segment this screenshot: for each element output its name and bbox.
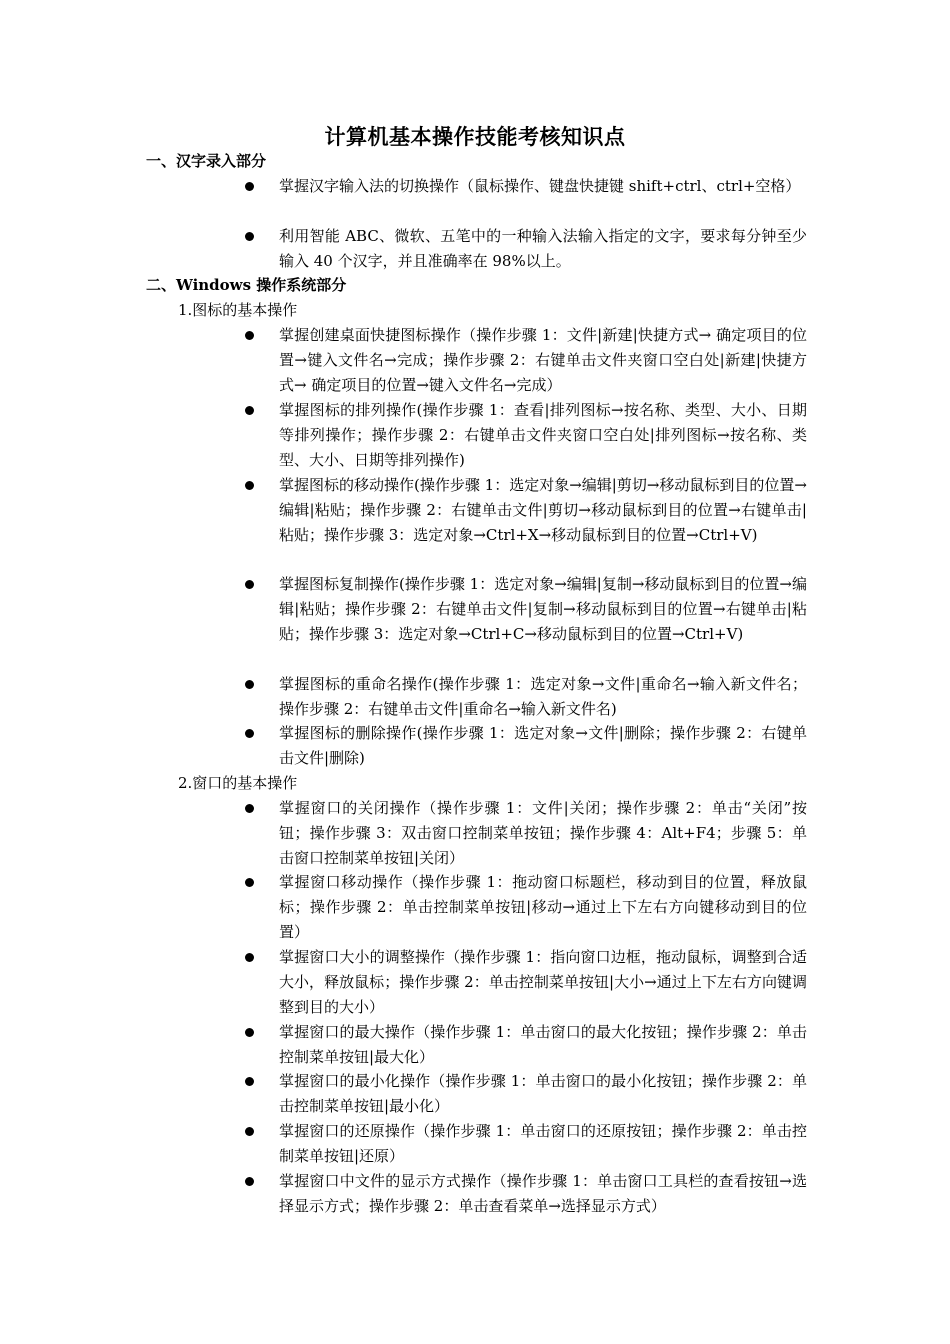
list-item-text: 掌握图标的移动操作(操作步骤 1：选定对象→编辑|剪切→移动鼠标到目的位置→编辑|粘贴；操作步骤 2：右键单击文件|剪切→移动鼠标到目的位置→右键单击|粘贴；操作步骤 3：选定对象→Ctrl+X→移动鼠标到目的位置→Ctrl+V) [279, 476, 807, 544]
list-item-text: 掌握窗口中文件的显示方式操作（操作步骤 1：单击窗口工具栏的查看按钮→选择显示方式；操作步骤 2：单击查看菜单→选择显示方式） [279, 1172, 807, 1215]
list-item-text: 掌握图标的排列操作(操作步骤 1：查看|排列图标→按名称、类型、大小、日期等排列操作；操作步骤 2：右键单击文件夹窗口空白处|排列图标→按名称、类型、大小、日期等排列操作) [279, 401, 807, 469]
bullet-dot-icon [245, 481, 254, 490]
list-item-text: 掌握窗口的关闭操作（操作步骤 1：文件|关闭；操作步骤 2：单击“关闭”按钮；操作步骤 3：双击窗口控制菜单按钮；操作步骤 4：Alt+F4；步骤 5：单击窗口控制菜单按钮|关闭） [279, 799, 807, 867]
bullet-dot-icon [245, 680, 254, 689]
list-item-text: 利用智能 ABC、微软、五笔中的一种输入法输入指定的文字，要求每分钟至少输入 40 个汉字，并且准确率在 98%以上。 [279, 227, 807, 270]
bullet-dot-icon [245, 331, 254, 340]
list-item-text: 掌握窗口移动操作（操作步骤 1：拖动窗口标题栏，移动到目的位置，释放鼠标；操作步骤 2：单击控制菜单按钮|移动→通过上下左右方向键移动到目的位置） [279, 873, 807, 941]
list-item-text: 掌握窗口的最小化操作（操作步骤 1：单击窗口的最小化按钮；操作步骤 2：单击控制菜单按钮|最小化） [279, 1072, 807, 1115]
bullet-dot-icon [245, 232, 254, 241]
list-item-text: 掌握图标的删除操作(操作步骤 1：选定对象→文件|删除；操作步骤 2：右键单击文件|删除) [279, 724, 807, 767]
bullet-dot-icon [245, 804, 254, 813]
list-item-text: 掌握创建桌面快捷图标操作（操作步骤 1：文件|新建|快捷方式→ 确定项目的位置→键入文件名→完成；操作步骤 2：右键单击文件夹窗口空白处|新建|快捷方式→ 确定项目的位置→键入文件名→完成） [279, 326, 807, 394]
list-item-text: 掌握窗口的还原操作（操作步骤 1：单击窗口的还原按钮；操作步骤 2：单击控制菜单按钮|还原） [279, 1122, 807, 1165]
list-item-text: 掌握窗口大小的调整操作（操作步骤 1：指向窗口边框，拖动鼠标，调整到合适大小，释放鼠标；操作步骤 2：单击控制菜单按钮|大小→通过上下左右方向键调整到目的大小） [279, 948, 807, 1016]
bullet-dot-icon [245, 406, 254, 415]
bullet-dot-icon [245, 1028, 254, 1037]
subsection-heading-icons: 1.图标的基本操作 [178, 301, 298, 319]
bullet-dot-icon [245, 580, 254, 589]
bullet-dot-icon [245, 729, 254, 738]
bullet-dot-icon [245, 953, 254, 962]
bullet-dot-icon [245, 1177, 254, 1186]
list-item-text: 掌握汉字输入法的切换操作（鼠标操作、键盘快捷键 shift+ctrl、ctrl+空格） [279, 177, 801, 195]
bullet-dot-icon [245, 878, 254, 887]
bullet-dot-icon [245, 1127, 254, 1136]
bullet-dot-icon [245, 1077, 254, 1086]
list-item-text: 掌握图标复制操作(操作步骤 1：选定对象→编辑|复制→移动鼠标到目的位置→编辑|粘贴；操作步骤 2：右键单击文件|复制→移动鼠标到目的位置→右键单击|粘贴；操作步骤 3：选定对象→Ctrl+C→移动鼠标到目的位置→Ctrl+V) [279, 575, 807, 643]
document-title: 计算机基本操作技能考核知识点 [324, 124, 626, 149]
bullet-dot-icon [245, 182, 254, 191]
subsection-heading-windows: 2.窗口的基本操作 [178, 774, 298, 792]
list-item-text: 掌握图标的重命名操作(操作步骤 1：选定对象→文件|重命名→输入新文件名；操作步骤 2：右键单击文件|重命名→输入新文件名) [279, 675, 807, 718]
section-heading-windows: 二、Windows 操作系统部分 [146, 276, 347, 294]
section-heading-hanzi-input: 一、汉字录入部分 [146, 152, 267, 170]
list-item-text: 掌握窗口的最大操作（操作步骤 1：单击窗口的最大化按钮；操作步骤 2：单击控制菜单按钮|最大化） [279, 1023, 807, 1066]
